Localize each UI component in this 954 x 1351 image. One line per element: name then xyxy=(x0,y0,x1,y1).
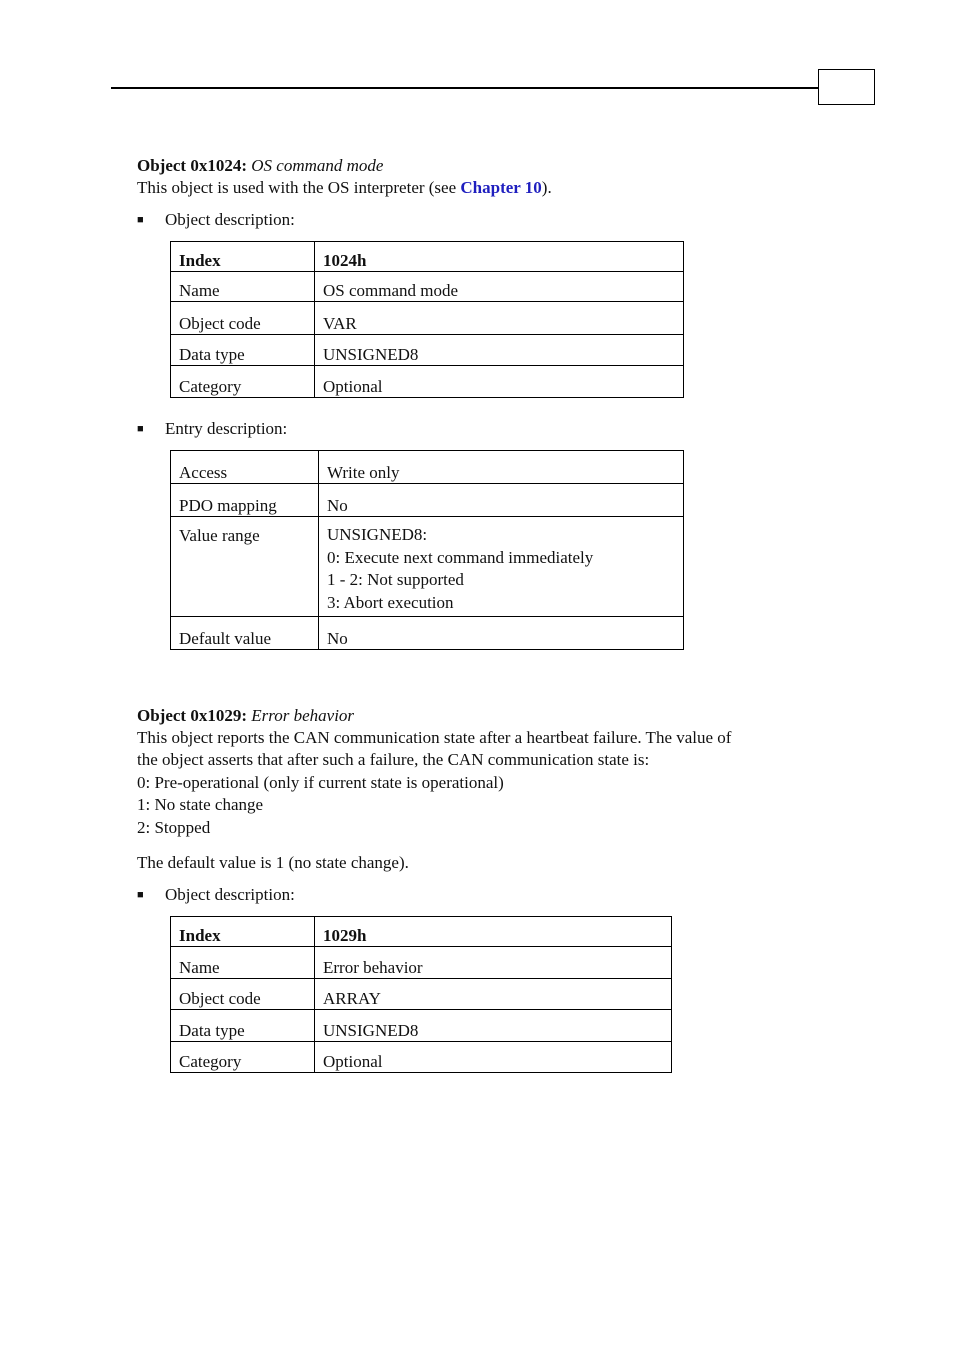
table-key: PDO mapping xyxy=(171,484,319,517)
entry-description-label: Entry description: xyxy=(165,419,288,438)
table-key: Data type xyxy=(171,1010,315,1042)
table-row xyxy=(171,302,684,335)
table-key: Category xyxy=(171,366,315,398)
table-value: 1029h xyxy=(315,917,672,947)
table-row xyxy=(171,272,684,302)
table-key: Object code xyxy=(171,979,315,1010)
table-key: Access xyxy=(171,451,319,484)
object-table-1024 xyxy=(170,241,684,398)
table-value: No xyxy=(319,617,684,650)
table-value: No xyxy=(319,484,684,517)
section-heading-1024: Object 0x1024: OS command mode xyxy=(137,156,384,175)
table-value: VAR xyxy=(315,302,684,335)
table-row xyxy=(171,947,672,979)
table-row xyxy=(171,617,684,650)
table-row xyxy=(171,366,684,398)
table-row xyxy=(171,1042,672,1073)
table-value: UNSIGNED8 xyxy=(315,335,684,366)
chapter-link[interactable]: Chapter 10 xyxy=(460,178,542,197)
intro-paragraph-1024: This object is used with the OS interpreter (see Chapter 10). xyxy=(137,178,552,197)
bullet-icon: ■ xyxy=(137,423,144,435)
table-key: Category xyxy=(171,1042,315,1073)
table-value: Error behavior xyxy=(315,947,672,979)
object-description-label: Object description: xyxy=(165,885,295,904)
table-value: ARRAY xyxy=(315,979,672,1010)
table-value: Optional xyxy=(315,1042,672,1073)
default-note: The default value is 1 (no state change). xyxy=(137,853,409,872)
header-rule xyxy=(111,87,819,89)
table-value: Optional xyxy=(315,366,684,398)
table-row xyxy=(171,242,684,272)
table-row xyxy=(171,517,684,617)
table-row xyxy=(171,451,684,484)
table-key: Object code xyxy=(171,302,315,335)
object-table-1029 xyxy=(170,916,672,1073)
table-row xyxy=(171,917,672,947)
page-number-box xyxy=(818,69,875,105)
table-key: Index xyxy=(171,917,315,947)
table-row xyxy=(171,484,684,517)
table-key: Index xyxy=(171,242,315,272)
entry-table-1024 xyxy=(170,450,684,650)
table-value: 1024h xyxy=(315,242,684,272)
table-value: OS command mode xyxy=(315,272,684,302)
table-value: UNSIGNED8 xyxy=(315,1010,672,1042)
table-value: Write only xyxy=(319,451,684,484)
bullet-icon: ■ xyxy=(137,214,144,226)
object-description-label: Object description: xyxy=(165,210,295,229)
bullet-icon: ■ xyxy=(137,889,144,901)
table-row xyxy=(171,335,684,366)
table-key: Default value xyxy=(171,617,319,650)
value-range-cell: UNSIGNED8: 0: Execute next command immediately 1 - 2: Not supported 3: Abort execution xyxy=(319,517,684,617)
section-heading-1029: Object 0x1029: Error behavior xyxy=(137,706,355,725)
table-key: Name xyxy=(171,272,315,302)
table-row xyxy=(171,979,672,1010)
paragraph-1029: This object reports the CAN communication state after a heartbeat failure. The value of the object asserts that after such a failure, the CAN communication state is: 0: Pre-operational (only if current state is operational) 1: No state change 2: Stopped xyxy=(137,728,732,837)
table-key: Data type xyxy=(171,335,315,366)
table-key: Name xyxy=(171,947,315,979)
table-key: Value range xyxy=(171,517,319,617)
table-row xyxy=(171,1010,672,1042)
